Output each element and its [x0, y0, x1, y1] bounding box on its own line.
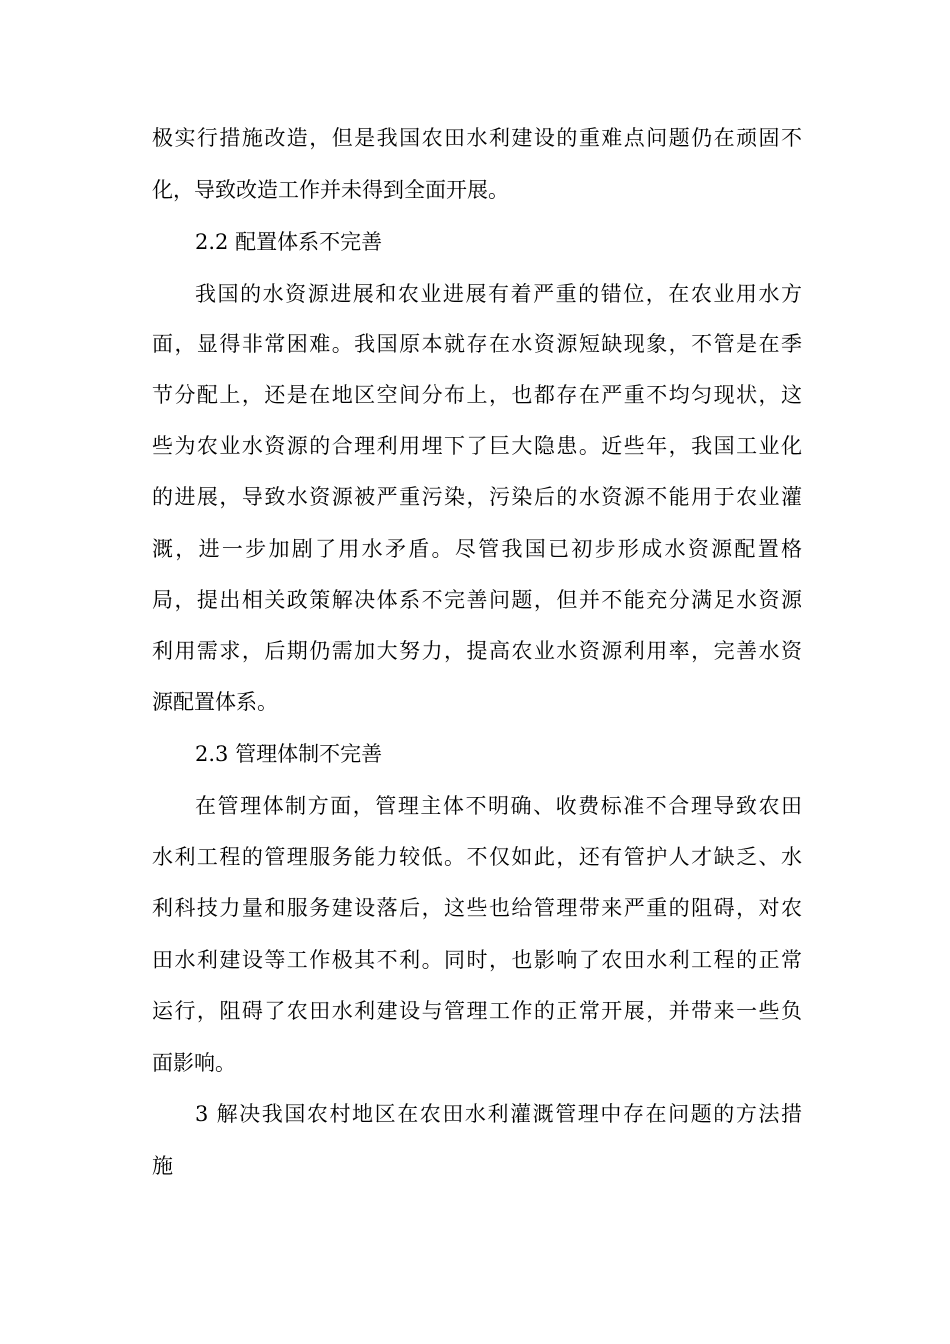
paragraph-line: 运行，阻碍了农田水利建设与管理工作的正常开展，并带来一些负 [152, 999, 802, 1023]
paragraph-line: 面影响。 [152, 1051, 236, 1075]
paragraph-line: 利科技力量和服务建设落后，这些也给管理带来严重的阻碍，对农 [152, 896, 802, 920]
paragraph-line: 的进展，导致水资源被严重污染，污染后的水资源不能用于农业灌 [152, 485, 802, 509]
paragraph-line: 极实行措施改造，但是我国农田水利建设的重难点问题仍在顽固不 [152, 126, 802, 150]
paragraph-line: 化，导致改造工作并未得到全面开展。 [152, 178, 509, 202]
paragraph-line: 局，提出相关政策解决体系不完善问题，但并不能充分满足水资源 [152, 588, 802, 612]
paragraph-line: 源配置体系。 [152, 690, 278, 714]
section-heading: 2.3 管理体制不完善 [195, 742, 383, 766]
paragraph-line: 水利工程的管理服务能力较低。不仅如此，还有管护人才缺乏、水 [152, 845, 802, 869]
section-heading: 3 解决我国农村地区在农田水利灌溉管理中存在问题的方法措 [195, 1102, 802, 1126]
paragraph-line: 面，显得非常困难。我国原本就存在水资源短缺现象，不管是在季 [152, 332, 802, 356]
paragraph-line: 我国的水资源进展和农业进展有着严重的错位，在农业用水方 [195, 282, 802, 306]
paragraph-line: 溉，进一步加剧了用水矛盾。尽管我国已初步形成水资源配置格 [152, 537, 802, 561]
paragraph-line: 在管理体制方面，管理主体不明确、收费标准不合理导致农田 [195, 794, 802, 818]
paragraph-line: 田水利建设等工作极其不利。同时，也影响了农田水利工程的正常 [152, 948, 802, 972]
section-heading: 施 [152, 1154, 173, 1178]
paragraph-line: 节分配上，还是在地区空间分布上，也都存在严重不均匀现状，这 [152, 383, 802, 407]
section-heading: 2.2 配置体系不完善 [195, 230, 383, 254]
paragraph-line: 些为农业水资源的合理利用埋下了巨大隐患。近些年，我国工业化 [152, 434, 802, 458]
paragraph-line: 利用需求，后期仍需加大努力，提高农业水资源利用率，完善水资 [152, 639, 802, 663]
